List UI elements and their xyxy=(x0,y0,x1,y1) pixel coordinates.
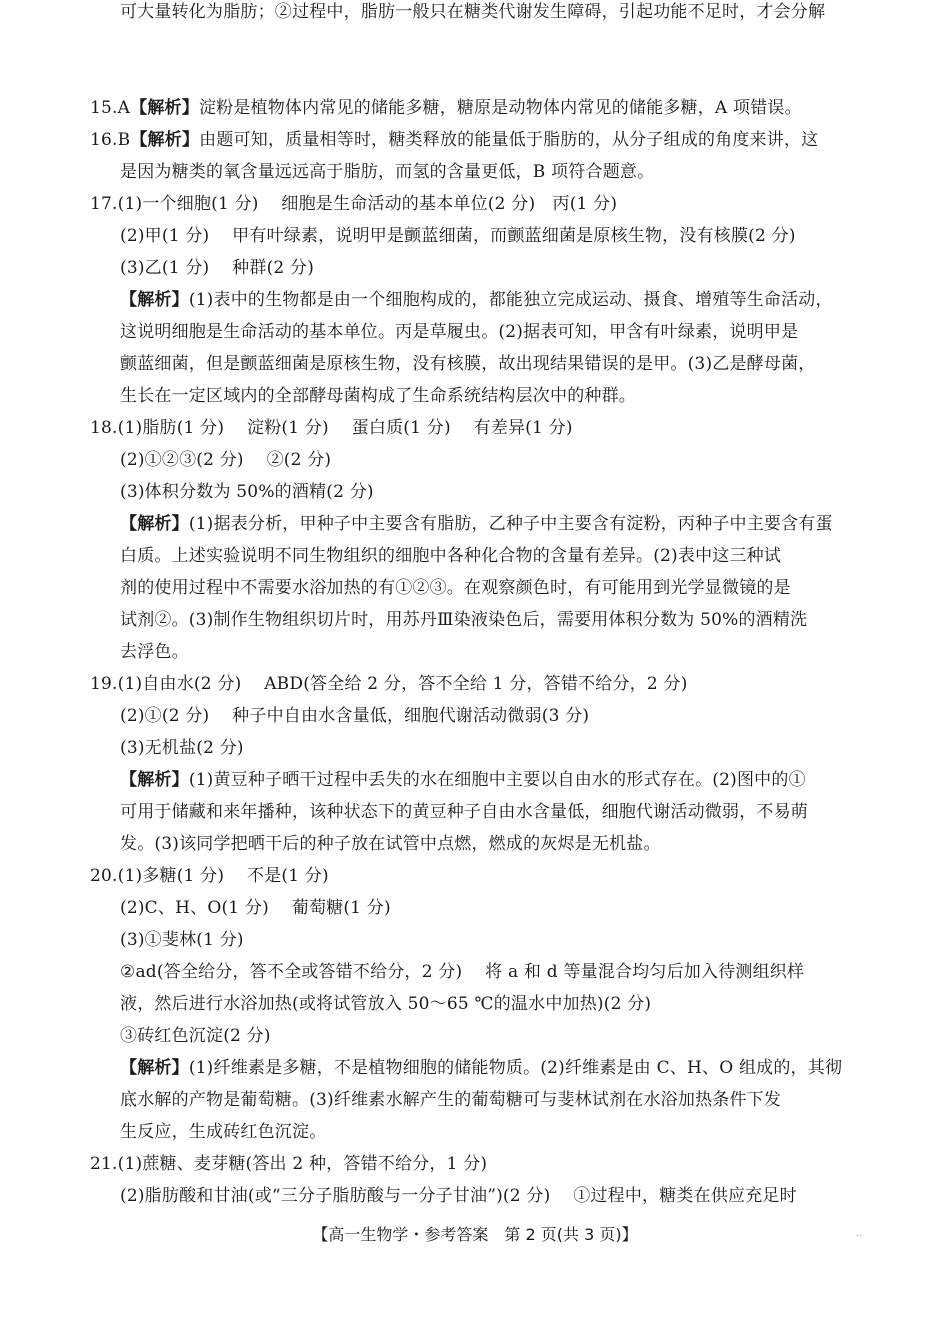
analysis-tag: 【解析】 xyxy=(120,290,189,310)
line-text: (2)脂肪酸和甘油(或“三分子脂肪酸与一分子甘油”)(2 分) ①过程中，糖类在供应充足时 xyxy=(120,1186,797,1206)
text-line xyxy=(90,96,802,120)
line-text: (1)表中的生物都是由一个细胞构成的，都能独立完成运动、摄食、增殖等生命活动， xyxy=(188,290,833,310)
line-text: (2)①(2 分) 种子中自由水含量低，细胞代谢活动微弱(3 分) xyxy=(120,706,590,726)
text-line xyxy=(90,672,688,696)
line-text: 白质。上述实验说明不同生物组织的细胞中各种化合物的含量有差异。(2)表中这三种试 xyxy=(120,546,782,566)
line-text: (2)C、H、O(1 分) 葡萄糖(1 分) xyxy=(120,898,391,918)
analysis-tag: 【解析】 xyxy=(130,130,200,150)
text-line xyxy=(120,288,833,312)
question-number: 21. xyxy=(90,1154,118,1174)
line-text: (1)一个细胞(1 分) 细胞是生命活动的基本单位(2 分) 丙(1 分) xyxy=(117,194,618,214)
text-line xyxy=(90,192,617,216)
line-text: (2)①②③(2 分) ②(2 分) xyxy=(120,450,332,470)
text-line xyxy=(120,832,661,856)
text-line xyxy=(90,416,573,440)
line-text: (1)多糖(1 分) 不是(1 分) xyxy=(117,866,329,886)
line-text: (3)体积分数为 50%的酒精(2 分) xyxy=(120,482,374,502)
line-text: (3)无机盐(2 分) xyxy=(120,738,244,758)
text-line xyxy=(120,896,391,920)
text-line xyxy=(120,640,189,664)
text-line xyxy=(120,992,651,1016)
line-text: (1)纤维素是多糖，不是植物细胞的储能物质。(2)纤维素是由 C、H、O 组成的，其彻 xyxy=(188,1058,843,1078)
line-text: (3)①斐林(1 分) xyxy=(120,930,244,950)
question-number: 15.A xyxy=(90,98,131,118)
text-line xyxy=(120,800,808,824)
line-text: 淀粉是植物体内常见的储能多糖，糖原是动物体内常见的储能多糖，A 项错误。 xyxy=(198,98,802,118)
line-text: 剂的使用过程中不需要水浴加热的有①②③。在观察颜色时，有可能用到光学显微镜的是 xyxy=(120,578,791,598)
text-line xyxy=(90,1152,487,1176)
line-text: 生长在一定区域内的全部酵母菌构成了生命系统结构层次中的种群。 xyxy=(120,386,636,406)
line-text: 可用于储藏和来年播种，该种状态下的黄豆种子自由水含量低，细胞代谢活动微弱，不易萌 xyxy=(120,802,808,822)
line-text: 由题可知，质量相等时，糖类释放的能量低于脂肪的，从分子组成的角度来讲，这 xyxy=(199,130,819,150)
line-text: (1)蔗糖、麦芽糖(答出 2 种，答错不给分，1 分) xyxy=(117,1154,488,1174)
text-line xyxy=(90,128,818,152)
question-number: 18. xyxy=(90,418,118,438)
question-number: 16.B xyxy=(90,130,131,150)
line-text: 发。(3)该同学把晒干后的种子放在试管中点燃，燃成的灰烬是无机盐。 xyxy=(120,834,661,854)
text-line xyxy=(90,864,329,888)
text-line xyxy=(120,1024,271,1048)
question-number: 19. xyxy=(90,674,118,694)
analysis-tag: 【解析】 xyxy=(120,1058,189,1078)
text-line xyxy=(120,448,331,472)
text-line xyxy=(120,576,791,600)
line-text: 底水解的产物是葡萄糖。(3)纤维素水解产生的葡萄糖可与斐林试剂在水浴加热条件下发 xyxy=(120,1090,782,1110)
text-line xyxy=(120,544,781,568)
text-line xyxy=(120,736,244,760)
text-line xyxy=(120,704,589,728)
analysis-tag: 【解析】 xyxy=(120,770,189,790)
line-text: (1)自由水(2 分) ABD(答全给 2 分，答不全给 1 分，答错不给分，2 分) xyxy=(117,674,688,694)
page-footer: 【高一生物学・参考答案 第 2 页(共 3 页)】 xyxy=(312,1225,638,1244)
analysis-tag: 【解析】 xyxy=(130,98,199,118)
text-line xyxy=(120,512,833,536)
text-line xyxy=(120,960,804,984)
line-text: 液，然后进行水浴加热(或将试管放入 50～65 ℃的温水中加热)(2 分) xyxy=(120,994,652,1014)
text-line xyxy=(120,0,825,24)
line-text: 这说明细胞是生命活动的基本单位。丙是草履虫。(2)据表可知，甲含有叶绿素，说明甲是 xyxy=(120,322,799,342)
line-text: 可大量转化为脂肪；②过程中，脂肪一般只在糖类代谢发生障碍，引起功能不足时，才会分解 xyxy=(120,2,826,22)
text-line xyxy=(120,608,807,632)
text-line xyxy=(120,160,654,184)
line-text: 是因为糖类的氧含量远远高于脂肪，而氢的含量更低，B 项符合题意。 xyxy=(120,162,655,182)
text-line xyxy=(120,1184,797,1208)
line-text: (1)据表分析，甲种子中主要含有脂肪，乙种子中主要含有淀粉，丙种子中主要含有蛋 xyxy=(188,514,833,534)
text-line xyxy=(120,352,815,376)
line-text: (2)甲(1 分) 甲有叶绿素，说明甲是颤蓝细菌，而颤蓝细菌是原核生物，没有核膜(2 分) xyxy=(120,226,796,246)
question-number: 20. xyxy=(90,866,118,886)
text-line xyxy=(120,768,806,792)
line-text: 试剂②。(3)制作生物组织切片时，用苏丹Ⅲ染液染色后，需要用体积分数为 50%的酒精洗 xyxy=(120,610,808,630)
text-line xyxy=(120,384,636,408)
line-text: (1)脂肪(1 分) 淀粉(1 分) 蛋白质(1 分) 有差异(1 分) xyxy=(117,418,573,438)
line-text: ②ad(答全给分，答不全或答错不给分，2 分) 将 a 和 d 等量混合均匀后加入待测组织样 xyxy=(120,962,805,982)
corner-mark: .. xyxy=(855,1228,862,1239)
text-line xyxy=(120,256,314,280)
line-text: (3)乙(1 分) 种群(2 分) xyxy=(120,258,315,278)
text-line xyxy=(120,1120,326,1144)
question-number: 17. xyxy=(90,194,118,214)
text-line xyxy=(120,1056,842,1080)
line-text: 颤蓝细菌，但是颤蓝细菌是原核生物，没有核膜，故出现结果错误的是甲。(3)乙是酵母菌， xyxy=(120,354,816,374)
text-line xyxy=(120,320,798,344)
text-line xyxy=(120,928,244,952)
text-line xyxy=(120,224,796,248)
analysis-tag: 【解析】 xyxy=(120,514,189,534)
line-text: (1)黄豆种子晒干过程中丢失的水在细胞中主要以自由水的形式存在。(2)图中的① xyxy=(188,770,806,790)
line-text: ③砖红色沉淀(2 分) xyxy=(120,1026,271,1046)
line-text: 生反应，生成砖红色沉淀。 xyxy=(120,1122,327,1142)
text-line xyxy=(120,480,374,504)
line-text: 去浮色。 xyxy=(120,642,189,662)
text-line xyxy=(120,1088,781,1112)
